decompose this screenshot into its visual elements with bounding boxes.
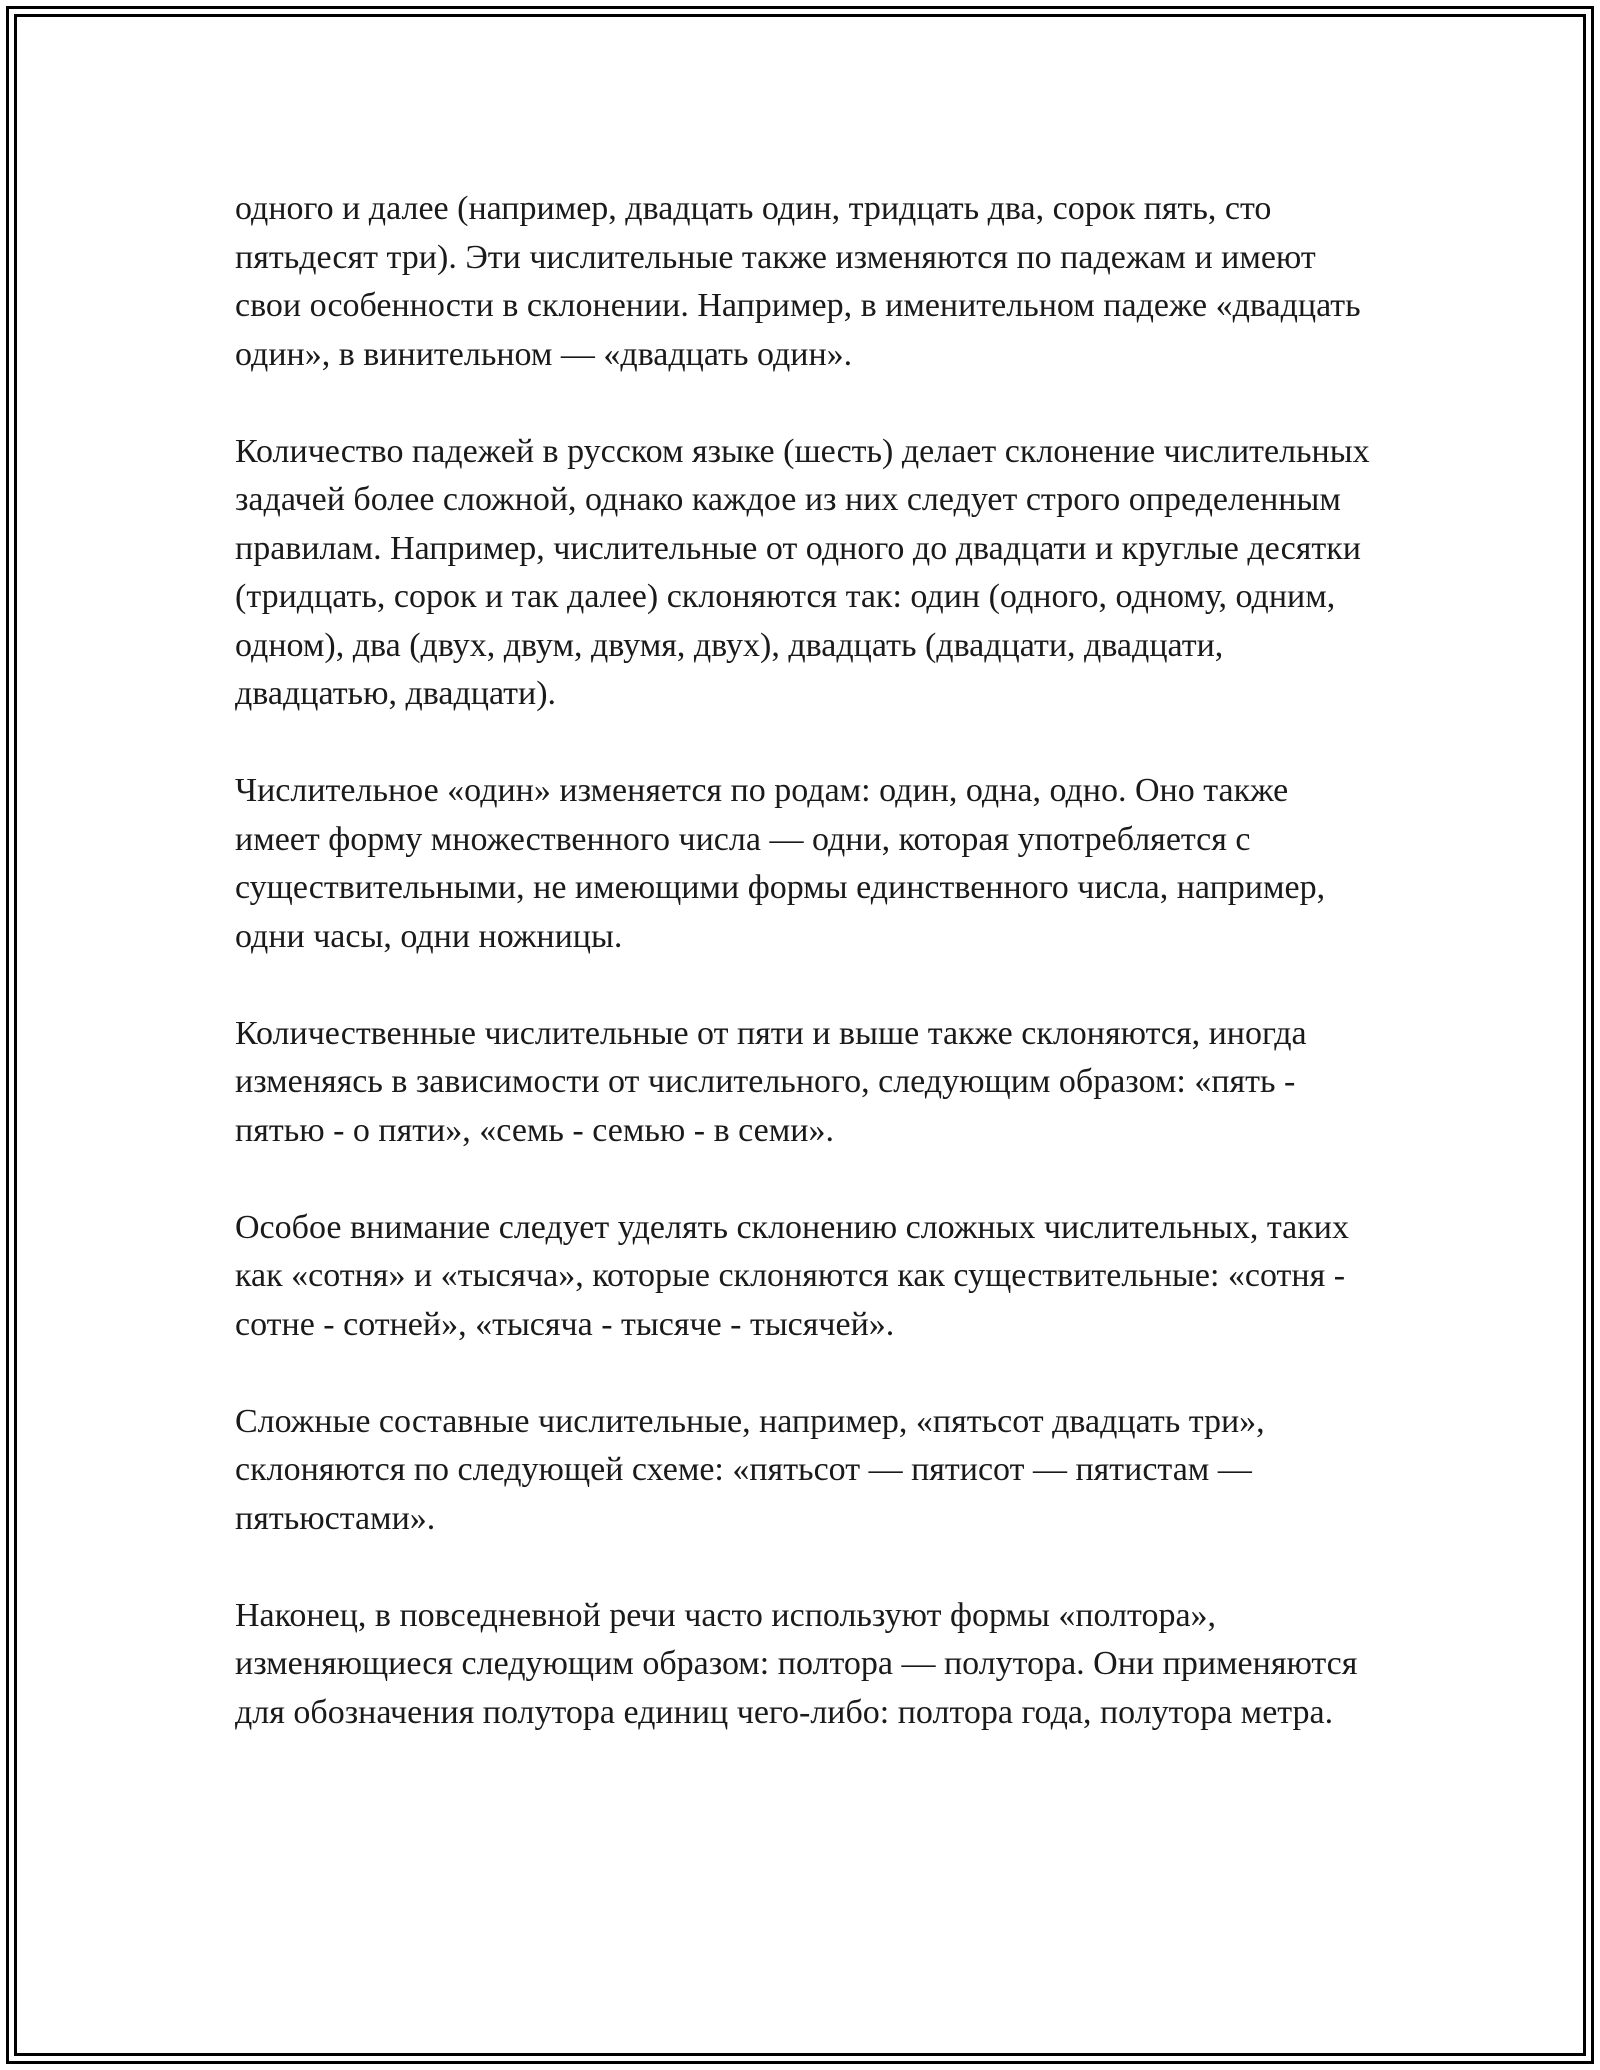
paragraph-composite-numerals: Сложные составные числительные, например, «пятьсот двадцать три», склоняются по следующей схеме: «пятьсот — пятисот — пятистам — пятьюстами». bbox=[235, 1402, 1265, 1537]
paragraph-odin-gender: Числительное «один» изменяется по родам: один, одна, одно. Оно также имеет форму множественного числа — одни, которая употребляется с существительными, не имеющими формы единственного числа, например, одни часы, одни ножницы. bbox=[235, 772, 1326, 955]
paragraph-poltora: Наконец, в повседневной речи часто используют формы «полтора», изменяющиеся следующим образом: полтора — полутора. Они применяются для обозначения полутора единиц чего-либо: полтора года, полутора метра. bbox=[235, 1596, 1358, 1731]
paragraph-five-and-above: Количественные числительные от пяти и выше также склоняются, иногда изменяясь в зависимости от числительного, следующим образом: «пять - пятью - о пяти», «семь - семью - в семи». bbox=[235, 1014, 1307, 1149]
paragraph-compound-numerals: одного и далее (например, двадцать один, тридцать два, сорок пять, сто пятьдесят три). Эти числительные также изменяются по падежам и имеют свои особенности в склонении. Например, в именительном падеже «двадцать один», в винительном — «двадцать один». bbox=[235, 190, 1361, 373]
document-body bbox=[235, 185, 1375, 1737]
paragraph-hundred-thousand: Особое внимание следует уделять склонению сложных числительных, таких как «сотня» и «тысяча», которые склоняются как существительные: «сотня - сотне - сотней», «тысяча - тысяче - тысячей». bbox=[235, 1208, 1349, 1343]
paragraph-case-declension: Количество падежей в русском языке (шесть) делает склонение числительных задачей более сложной, однако каждое из них следует строго определенным правилам. Например, числительные от одного до двадцати и круглые десятки (тридцать, сорок и так далее) склоняются так: один (одного, одному, одним, одном), два (двух, двум, двумя, двух), двадцать (двадцати, двадцати, двадцатью, двадцати). bbox=[235, 432, 1370, 712]
